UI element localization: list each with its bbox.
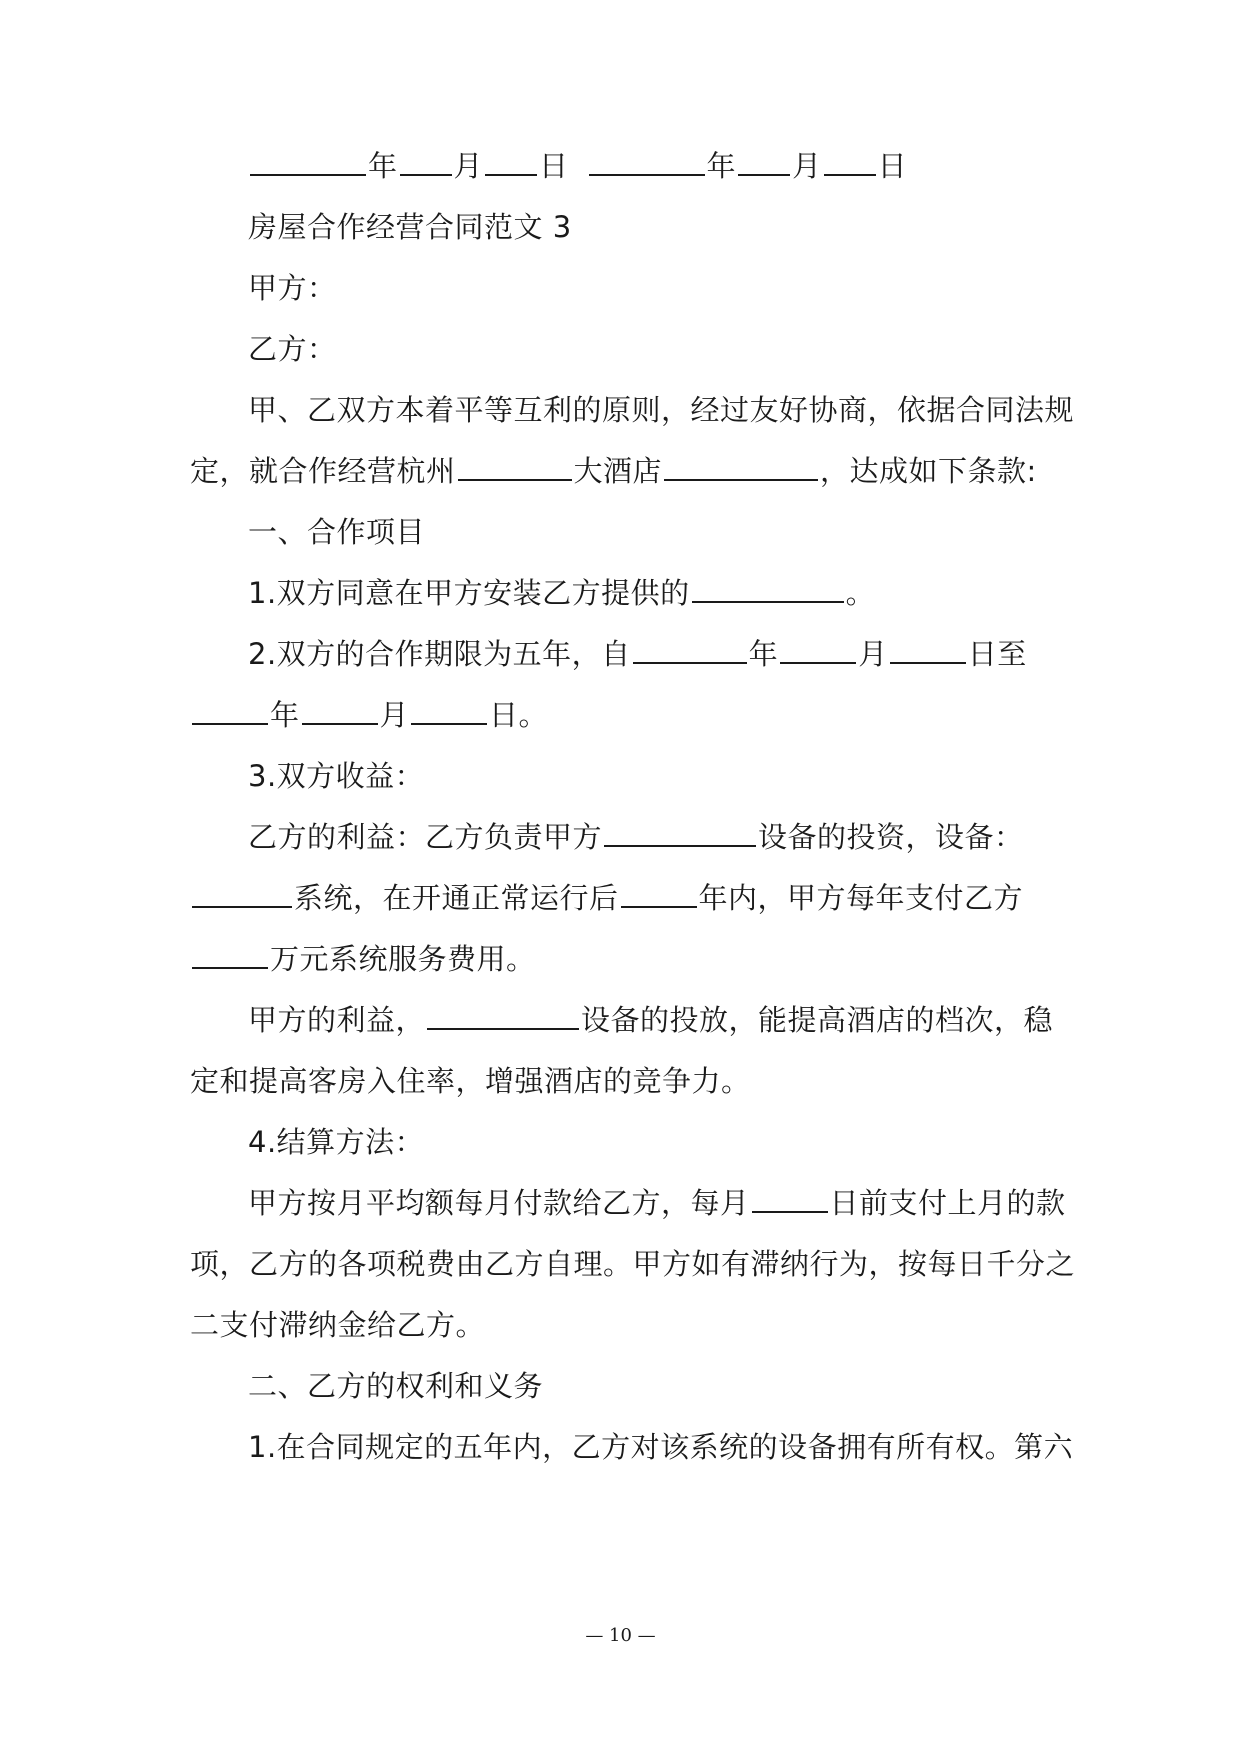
party-a-benefit-line-2: 定和提高客房入住率，增强酒店的竞争力。 xyxy=(190,1064,751,1098)
intro-paragraph-line-2 xyxy=(190,451,1070,491)
year-blank xyxy=(250,146,366,176)
fee-amount-blank xyxy=(192,939,268,969)
clause-1-3: 3.双方收益： xyxy=(248,759,425,793)
day-blank xyxy=(824,146,876,176)
clause-1-1 xyxy=(248,573,1128,613)
hotel-name-blank xyxy=(458,451,572,481)
month-blank xyxy=(738,146,790,176)
intro-text: 大酒店 xyxy=(573,454,663,488)
clause-text: 年 xyxy=(270,698,300,732)
clause-text: 甲方按月平均额每月付款给乙方，每月 xyxy=(248,1186,750,1220)
intro-paragraph-line-1: 甲、乙双方本着平等互利的原则，经过友好协商，依据合同法规 xyxy=(248,393,1075,427)
party-b-benefit-line-1 xyxy=(248,817,1128,857)
settlement-line-1 xyxy=(248,1183,1128,1223)
clause-text: 设备的投放，能提高酒店的档次，稳 xyxy=(581,1003,1054,1037)
day-label: 日 xyxy=(539,149,569,183)
section-heading-2: 二、乙方的权利和义务 xyxy=(248,1369,544,1403)
year-label: 年 xyxy=(706,149,737,183)
clause-text: 。 xyxy=(845,576,876,610)
hotel-detail-blank xyxy=(664,451,818,481)
equipment-blank xyxy=(604,817,756,847)
intro-text: ，达成如下条款: xyxy=(820,454,1037,488)
clause-text: 2.双方的合作期限为五年，自 xyxy=(248,637,631,671)
start-year-blank xyxy=(633,634,747,664)
clause-text: 乙方的利益：乙方负责甲方 xyxy=(248,820,603,854)
clause-text: 月 xyxy=(379,698,410,732)
clause-text: 日至 xyxy=(967,637,1027,671)
end-month-blank xyxy=(302,695,378,725)
clause-text: 万元系统服务费用。 xyxy=(270,942,536,976)
clause-1-2-line-2 xyxy=(190,695,1070,735)
party-a-line: 甲方： xyxy=(248,271,337,305)
settlement-line-2: 项，乙方的各项税费由乙方自理。甲方如有滞纳行为，按每日千分之 xyxy=(190,1247,1076,1281)
document-title: 房屋合作经营合同范文 3 xyxy=(248,210,572,244)
month-label: 月 xyxy=(792,149,822,183)
clause-text: 年内，甲方每年支付乙方 xyxy=(698,881,1024,915)
party-b-benefit-line-2 xyxy=(190,878,1070,918)
year-blank xyxy=(589,146,705,176)
system-blank xyxy=(192,878,292,908)
clause-text: 日前支付上月的款 xyxy=(829,1186,1066,1220)
clause-text: 系统，在开通正常运行后 xyxy=(294,881,619,915)
intro-text: 定，就合作经营杭州 xyxy=(190,454,456,488)
clause-text: 甲方的利益， xyxy=(248,1003,426,1037)
equipment-blank xyxy=(427,1000,579,1030)
clause-2-1: 1.在合同规定的五年内，乙方对该系统的设备拥有所有权。第六 xyxy=(248,1430,1074,1464)
settlement-line-3: 二支付滞纳金给乙方。 xyxy=(190,1308,486,1342)
payment-day-blank xyxy=(752,1183,828,1213)
start-day-blank xyxy=(890,634,966,664)
end-year-blank xyxy=(192,695,268,725)
month-label: 月 xyxy=(453,149,484,183)
clause-text: 设备的投资，设备： xyxy=(758,820,1024,854)
start-month-blank xyxy=(780,634,856,664)
party-b-line: 乙方： xyxy=(248,332,337,366)
party-b-benefit-line-3 xyxy=(190,939,1070,979)
party-a-benefit-line-1 xyxy=(248,1000,1128,1040)
clause-1-2-line-1 xyxy=(248,634,1128,674)
month-blank xyxy=(400,146,452,176)
day-blank xyxy=(485,146,537,176)
product-blank xyxy=(692,573,844,603)
clause-text: 年 xyxy=(748,637,779,671)
section-heading-1: 一、合作项目 xyxy=(248,515,426,549)
clause-text: 1.双方同意在甲方安装乙方提供的 xyxy=(248,576,690,610)
years-blank xyxy=(621,878,697,908)
year-label: 年 xyxy=(368,149,398,183)
day-label: 日 xyxy=(877,149,908,183)
clause-text: 月 xyxy=(858,637,888,671)
page-number: — 10 — xyxy=(585,1625,656,1646)
end-day-blank xyxy=(411,695,487,725)
clause-1-4: 4.结算方法： xyxy=(248,1125,425,1159)
clause-text: 日。 xyxy=(489,698,549,732)
signature-date-line xyxy=(248,146,1128,186)
